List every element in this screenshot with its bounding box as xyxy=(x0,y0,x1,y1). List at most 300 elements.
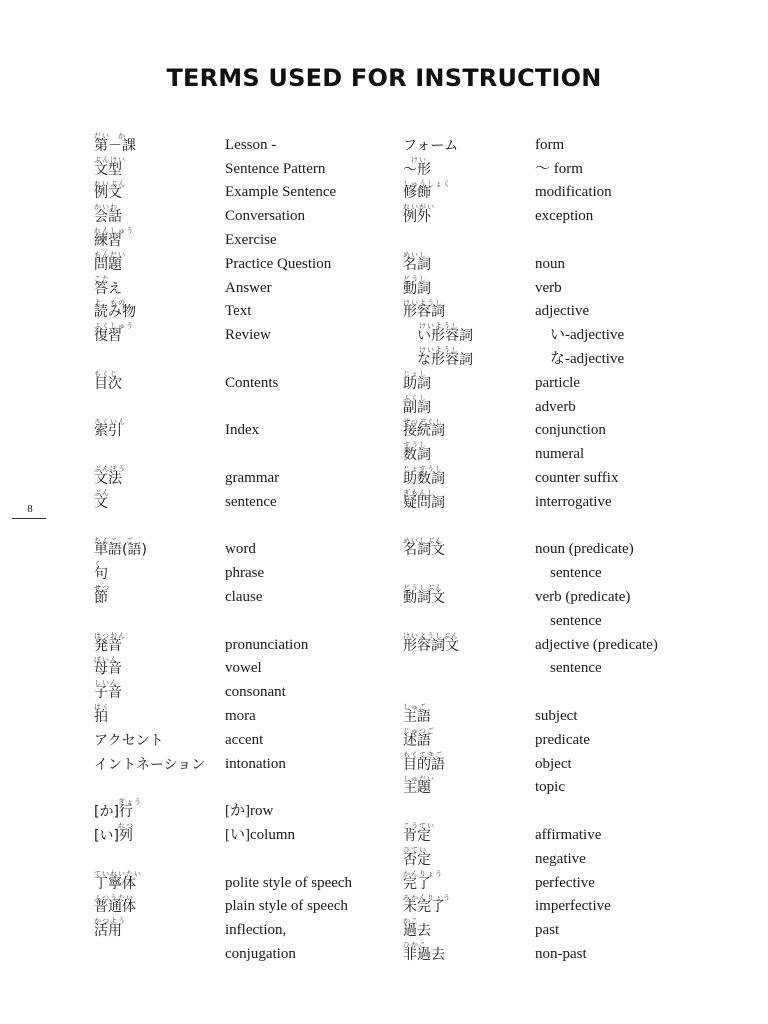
term-reading: さくいん xyxy=(94,417,126,426)
term-reading: はつおん xyxy=(94,631,126,640)
term-japanese: 否定 xyxy=(403,851,431,868)
term-english-row xyxy=(535,488,735,512)
term-reading: めいしぶん xyxy=(403,536,443,545)
term-english-row xyxy=(535,893,735,917)
term-japanese: 問題 xyxy=(94,256,122,273)
term-reading: じょすうし xyxy=(403,465,443,474)
term-reading: こうてい xyxy=(403,822,435,831)
term-reading: かこ xyxy=(403,917,419,926)
term-english: predicate xyxy=(535,731,590,748)
page-title: TERMS USED FOR INSTRUCTION xyxy=(166,64,602,92)
term-reading: こた xyxy=(94,274,110,283)
term-reading: みかんりょう xyxy=(403,893,451,902)
term-japanese-row xyxy=(403,940,531,964)
term-english: vowel xyxy=(225,660,262,677)
term-english-row xyxy=(225,464,400,488)
term-english-row xyxy=(535,559,735,583)
term-japanese-row xyxy=(403,226,531,250)
term-japanese: アクセント xyxy=(94,732,164,749)
term-reading: れいぶん xyxy=(94,179,126,188)
left-japanese-column xyxy=(94,131,219,964)
term-japanese: 母音 xyxy=(94,661,122,678)
term-english-row xyxy=(535,821,735,845)
term-japanese: 目的語 xyxy=(403,756,445,773)
term-japanese: 目次 xyxy=(94,375,122,392)
term-english: non-past xyxy=(535,945,587,962)
term-english-row xyxy=(225,345,400,369)
term-english-row xyxy=(225,512,400,536)
term-reading: よ もの xyxy=(94,298,126,307)
page-number-rule xyxy=(12,518,46,519)
term-english-row xyxy=(535,702,735,726)
term-english-row xyxy=(225,940,400,964)
term-japanese-row xyxy=(94,678,219,702)
term-english-row xyxy=(225,226,400,250)
term-japanese-row xyxy=(94,226,219,250)
term-japanese: 助数詞 xyxy=(403,470,445,487)
term-english-row xyxy=(535,750,735,774)
term-japanese: 例文 xyxy=(94,185,122,202)
term-japanese-row xyxy=(94,179,219,203)
term-english: exception xyxy=(535,208,594,225)
term-reading: ふくし xyxy=(403,393,427,402)
term-japanese: 動詞 xyxy=(403,280,431,297)
term-japanese-row xyxy=(403,750,531,774)
term-japanese-row xyxy=(403,797,531,821)
term-english-row xyxy=(225,607,400,631)
term-english-row xyxy=(535,464,735,488)
term-english-row xyxy=(225,726,400,750)
term-japanese-row xyxy=(94,369,219,393)
term-japanese: 活用 xyxy=(94,923,122,940)
term-japanese-row xyxy=(403,369,531,393)
term-english: Answer xyxy=(225,279,272,296)
term-reading: れいがい xyxy=(403,203,435,212)
term-english: Exercise xyxy=(225,231,277,248)
term-reading: しゅうしょく xyxy=(403,179,451,188)
term-japanese: な形容詞 xyxy=(403,351,473,368)
term-reading: めいし xyxy=(403,250,427,259)
term-reading: じょし xyxy=(403,369,427,378)
term-english: pronunciation xyxy=(225,636,309,653)
term-english-row xyxy=(535,417,735,441)
term-japanese: [い]列 xyxy=(94,827,133,844)
term-reading: く xyxy=(94,560,102,569)
term-japanese-row xyxy=(403,440,531,464)
term-japanese: 未完了 xyxy=(403,899,445,916)
term-japanese: 疑問詞 xyxy=(403,494,445,511)
term-japanese-row xyxy=(94,417,219,441)
term-japanese-row xyxy=(403,559,531,583)
term-japanese: 形容詞 xyxy=(403,304,445,321)
term-reading: れつ xyxy=(94,822,134,831)
term-japanese-row xyxy=(94,726,219,750)
term-japanese-row xyxy=(94,440,219,464)
term-english: plain style of speech xyxy=(225,898,348,915)
term-reading: せつぞくし xyxy=(403,417,443,426)
term-reading: ぶんけい xyxy=(94,155,126,164)
term-japanese-row xyxy=(403,202,531,226)
term-japanese: 動詞文 xyxy=(403,589,445,606)
term-japanese-row xyxy=(94,345,219,369)
term-reading: ていねいたい xyxy=(94,869,142,878)
term-english-row xyxy=(535,774,735,798)
term-japanese-row xyxy=(403,845,531,869)
term-english-row xyxy=(225,131,400,155)
term-japanese-row xyxy=(403,916,531,940)
right-japanese-column xyxy=(403,131,531,964)
term-english: adverb xyxy=(535,398,576,415)
term-english-row xyxy=(225,179,400,203)
term-japanese-row xyxy=(403,321,531,345)
term-reading: れんしゅう xyxy=(94,227,134,236)
term-english-row xyxy=(535,797,735,821)
term-english: grammar xyxy=(225,469,280,486)
term-english: inflection, xyxy=(225,922,287,939)
term-japanese-row xyxy=(403,488,531,512)
term-english-row xyxy=(225,702,400,726)
term-japanese-row xyxy=(403,631,531,655)
term-japanese-row xyxy=(94,464,219,488)
term-reading: しゅだい xyxy=(403,774,435,783)
term-reading: ふくしゅう xyxy=(94,322,134,331)
term-japanese-row xyxy=(403,464,531,488)
term-english-row xyxy=(225,440,400,464)
term-reading: けい xyxy=(403,155,427,164)
term-reading: ぶんぽう xyxy=(94,465,126,474)
term-reading: ひかこ xyxy=(403,941,427,950)
term-english: Text xyxy=(225,303,252,320)
term-english: Sentence Pattern xyxy=(225,160,326,177)
right-english-column xyxy=(535,131,735,964)
term-japanese: 単語(語) xyxy=(94,542,147,559)
term-english-row xyxy=(535,155,735,179)
term-japanese: 文 xyxy=(94,494,108,511)
term-japanese-row xyxy=(94,940,219,964)
term-english-row xyxy=(225,202,400,226)
term-english-row xyxy=(535,583,735,607)
term-english: past xyxy=(535,922,560,939)
term-japanese-row xyxy=(94,274,219,298)
term-english: sentence xyxy=(225,493,277,510)
term-japanese-row xyxy=(403,702,531,726)
term-english: consonant xyxy=(225,684,286,701)
term-japanese: 会話 xyxy=(94,209,122,226)
term-english-row xyxy=(225,369,400,393)
term-japanese-row xyxy=(403,774,531,798)
term-japanese: 読み物 xyxy=(94,304,136,321)
term-japanese-row xyxy=(94,821,219,845)
term-reading: かいわ xyxy=(94,203,118,212)
term-english: Contents xyxy=(225,374,279,391)
term-japanese-row xyxy=(403,607,531,631)
term-reading: ぼいん xyxy=(94,655,118,664)
term-english: interrogative xyxy=(535,493,612,510)
term-english-row xyxy=(225,155,400,179)
term-japanese: 過去 xyxy=(403,923,431,940)
term-english: な-adjective xyxy=(535,350,625,367)
term-english: mora xyxy=(225,707,256,724)
term-japanese: 副詞 xyxy=(403,399,431,416)
term-english: clause xyxy=(225,588,263,605)
term-reading: もくてきご xyxy=(403,750,443,759)
term-english: intonation xyxy=(225,755,286,772)
term-japanese-row xyxy=(94,512,219,536)
term-japanese: 文型 xyxy=(94,161,122,178)
term-english-row xyxy=(225,750,400,774)
term-japanese-row xyxy=(94,393,219,417)
term-reading: ひてい xyxy=(403,845,427,854)
term-english-row xyxy=(535,607,735,631)
term-english-row xyxy=(225,393,400,417)
term-english: phrase xyxy=(225,565,265,582)
term-japanese: 句 xyxy=(94,566,108,583)
term-japanese-row xyxy=(403,155,531,179)
term-english: topic xyxy=(535,779,565,796)
term-japanese-row xyxy=(94,845,219,869)
term-japanese-row xyxy=(403,869,531,893)
term-japanese: 発音 xyxy=(94,637,122,654)
term-english-row xyxy=(535,393,735,417)
term-reading: じゅつご xyxy=(403,726,435,735)
term-english: imperfective xyxy=(535,898,611,915)
term-japanese: 答え xyxy=(94,280,122,297)
term-english: noun xyxy=(535,255,565,272)
term-english-row xyxy=(535,726,735,750)
term-english-row xyxy=(535,916,735,940)
term-japanese: 例外 xyxy=(403,209,431,226)
term-english: subject xyxy=(535,707,578,724)
term-reading: ぎもんし xyxy=(403,488,435,497)
term-english: い-adjective xyxy=(535,327,625,344)
term-japanese: 主語 xyxy=(403,708,431,725)
term-reading: けいようし xyxy=(403,346,459,355)
term-english-row xyxy=(535,440,735,464)
term-english-row xyxy=(535,369,735,393)
term-english-row xyxy=(535,226,735,250)
term-english-row xyxy=(225,678,400,702)
term-english-row xyxy=(535,298,735,322)
term-english: adjective (predicate) xyxy=(535,636,658,653)
page-number: 8 xyxy=(27,503,33,515)
term-reading: もんだい xyxy=(94,250,126,259)
term-reading: もくじ xyxy=(94,369,118,378)
term-japanese-row xyxy=(403,583,531,607)
term-english-row xyxy=(535,845,735,869)
term-japanese-row xyxy=(403,345,531,369)
term-japanese-row xyxy=(94,893,219,917)
term-english-row xyxy=(535,631,735,655)
term-japanese-row xyxy=(403,726,531,750)
term-english: accent xyxy=(225,731,264,748)
term-reading: どうし xyxy=(403,274,427,283)
term-japanese: 子音 xyxy=(94,685,122,702)
term-english: perfective xyxy=(535,874,595,891)
term-english: Review xyxy=(225,327,271,344)
term-japanese-row xyxy=(94,298,219,322)
term-reading: しいん xyxy=(94,679,118,688)
term-reading: せつ xyxy=(94,584,110,593)
term-english: numeral xyxy=(535,446,585,463)
term-japanese-row xyxy=(94,702,219,726)
term-english-row xyxy=(225,655,400,679)
term-japanese-row xyxy=(403,250,531,274)
term-english-row xyxy=(225,321,400,345)
term-japanese-row xyxy=(403,536,531,560)
term-japanese: 名詞 xyxy=(403,256,431,273)
term-japanese-row xyxy=(94,536,219,560)
term-english: form xyxy=(535,136,565,153)
term-english: [い]column xyxy=(225,826,295,843)
term-reading: たんご ご xyxy=(94,536,134,545)
term-english-row xyxy=(225,559,400,583)
term-japanese-row xyxy=(94,583,219,607)
term-japanese-row xyxy=(94,774,219,798)
term-english-row xyxy=(535,678,735,702)
term-japanese: 名詞文 xyxy=(403,542,445,559)
term-english: ～ form xyxy=(535,160,583,177)
term-english: [か]row xyxy=(225,803,274,820)
term-japanese-row xyxy=(403,893,531,917)
term-english-row xyxy=(535,202,735,226)
term-japanese: い形容詞 xyxy=(403,328,473,345)
term-japanese: 第－課 xyxy=(94,137,136,154)
term-english-row xyxy=(225,536,400,560)
term-japanese: 練習 xyxy=(94,232,122,249)
term-english-row xyxy=(535,512,735,536)
term-english: word xyxy=(225,541,256,558)
term-english-row xyxy=(535,131,735,155)
term-japanese: 数詞 xyxy=(403,447,431,464)
term-english: object xyxy=(535,755,572,772)
term-english-row xyxy=(535,274,735,298)
term-reading: はく xyxy=(94,703,110,712)
term-english-row xyxy=(535,179,735,203)
term-japanese: ～形 xyxy=(403,161,431,178)
term-japanese-row xyxy=(94,607,219,631)
term-japanese-row xyxy=(403,678,531,702)
term-japanese: 復習 xyxy=(94,328,122,345)
term-japanese-row xyxy=(94,250,219,274)
term-english-row xyxy=(225,821,400,845)
term-japanese: 形容詞文 xyxy=(403,637,459,654)
term-japanese-row xyxy=(94,916,219,940)
term-english-row xyxy=(225,893,400,917)
term-japanese-row xyxy=(94,750,219,774)
term-english-row xyxy=(535,940,735,964)
term-english: noun (predicate) xyxy=(535,541,634,558)
term-reading: けいようしぶん xyxy=(403,631,459,640)
term-english-row xyxy=(535,536,735,560)
term-english: negative xyxy=(535,850,586,867)
term-japanese-row xyxy=(403,512,531,536)
term-english-row xyxy=(225,250,400,274)
term-japanese: 修飾 xyxy=(403,185,431,202)
term-reading: ふつうたい xyxy=(94,893,134,902)
term-japanese: 完了 xyxy=(403,875,431,892)
term-english-row xyxy=(225,274,400,298)
term-japanese-row xyxy=(94,869,219,893)
term-reading: どうしぶん xyxy=(403,584,443,593)
term-japanese-row xyxy=(403,179,531,203)
term-english: modification xyxy=(535,184,612,201)
term-english: conjugation xyxy=(225,945,296,962)
term-english: adjective xyxy=(535,303,590,320)
term-japanese-row xyxy=(403,131,531,155)
term-english: sentence xyxy=(535,565,602,582)
term-japanese: 普通体 xyxy=(94,899,136,916)
term-english-row xyxy=(535,250,735,274)
term-japanese: イントネーション xyxy=(94,756,206,773)
term-english: sentence xyxy=(535,660,602,677)
term-english-row xyxy=(225,631,400,655)
term-reading: けいようし xyxy=(403,322,459,331)
term-english-row xyxy=(225,845,400,869)
term-japanese: 節 xyxy=(94,589,108,606)
term-english: Example Sentence xyxy=(225,184,337,201)
term-english-row xyxy=(225,869,400,893)
term-english-row xyxy=(225,583,400,607)
term-reading: かつよう xyxy=(94,917,126,926)
term-english-row xyxy=(225,774,400,798)
term-japanese: 助詞 xyxy=(403,375,431,392)
term-reading: すうし xyxy=(403,441,427,450)
term-japanese-row xyxy=(403,655,531,679)
term-japanese: 接続詞 xyxy=(403,423,445,440)
term-english: particle xyxy=(535,374,580,391)
term-japanese-row xyxy=(94,488,219,512)
term-english-row xyxy=(535,869,735,893)
term-english-row xyxy=(225,298,400,322)
term-english-row xyxy=(535,345,735,369)
term-japanese: 主題 xyxy=(403,780,431,797)
term-japanese-row xyxy=(403,417,531,441)
term-japanese-row xyxy=(94,321,219,345)
term-english: affirmative xyxy=(535,826,602,843)
term-japanese: 文法 xyxy=(94,470,122,487)
term-english: verb xyxy=(535,279,562,296)
term-english: Index xyxy=(225,422,260,439)
term-japanese: [か]行 xyxy=(94,804,133,821)
term-reading: けいようし xyxy=(403,298,443,307)
term-reading: ぎょう xyxy=(94,798,142,807)
term-japanese-row xyxy=(94,202,219,226)
term-english-row xyxy=(225,916,400,940)
term-english: Lesson - xyxy=(225,136,277,153)
term-english-row xyxy=(535,321,735,345)
term-english: verb (predicate) xyxy=(535,588,631,605)
term-reading: だい か xyxy=(94,132,126,140)
term-japanese: 肯定 xyxy=(403,827,431,844)
term-japanese-row xyxy=(94,655,219,679)
term-japanese: 述語 xyxy=(403,732,431,749)
term-japanese: 非過去 xyxy=(403,946,445,963)
term-japanese-row xyxy=(403,274,531,298)
term-japanese-row xyxy=(94,797,219,821)
term-japanese-row xyxy=(94,559,219,583)
term-japanese-row xyxy=(403,393,531,417)
term-english-row xyxy=(225,417,400,441)
term-japanese: フォーム xyxy=(403,137,459,154)
term-japanese-row xyxy=(403,298,531,322)
term-japanese: 丁寧体 xyxy=(94,875,136,892)
term-english: counter suffix xyxy=(535,469,619,486)
term-japanese-row xyxy=(94,131,219,155)
term-english: polite style of speech xyxy=(225,874,353,891)
term-english: conjunction xyxy=(535,422,606,439)
term-japanese-row xyxy=(94,155,219,179)
term-reading: しゅご xyxy=(403,703,427,712)
